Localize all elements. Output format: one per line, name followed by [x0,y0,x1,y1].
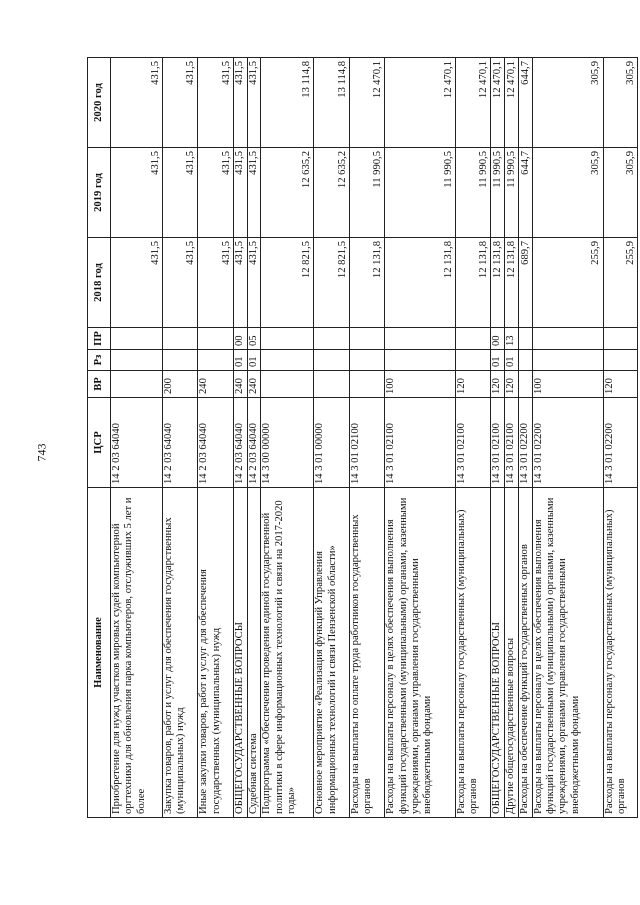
row-2020: 431,5 [163,58,198,148]
row-2020: 12 470,1 [505,58,519,148]
row-2019: 431,5 [233,148,247,238]
row-pr: 00 [491,328,505,350]
row-name: Расходы на обеспечение функций государственных органов [518,488,532,818]
row-2018: 12 131,8 [491,238,505,328]
row-vr [349,371,384,398]
row-csr: 14 3 01 02100 [491,398,505,488]
row-2019: 431,5 [198,148,233,238]
row-2018: 12 131,8 [349,238,384,328]
row-vr: 240 [247,371,261,398]
table-row [532,58,603,818]
row-rz: 01 [491,350,505,371]
row-rz: 01 [233,350,247,371]
row-2019: 305,9 [532,148,603,238]
row-csr: 14 3 00 00000 [261,398,314,488]
row-2020: 431,5 [233,58,247,148]
row-vr [314,371,349,398]
row-rz [198,350,233,371]
row-name: Расходы на выплаты персоналу государственных (муниципальных) органов [603,488,637,818]
row-csr: 14 2 03 64040 [233,398,247,488]
table-row [163,58,198,818]
row-2020: 13 114,8 [314,58,349,148]
row-name: Закупка товаров, работ и услуг для обеспечения государственных (муниципальных) нужд [163,488,198,818]
row-rz [518,350,532,371]
row-2019: 431,5 [247,148,261,238]
header-2019: 2019 год [88,148,111,238]
row-pr: 13 [505,328,519,350]
row-pr [603,328,637,350]
row-2020: 305,9 [532,58,603,148]
row-name: Основное мероприятие «Реализация функций Управления информационных технологий и связи Пензенской области» [314,488,349,818]
row-csr: 14 3 01 02200 [603,398,637,488]
budget-table [87,57,638,818]
row-name: Судебная система [247,488,261,818]
table-row [518,58,532,818]
row-rz: 01 [505,350,519,371]
row-rz [349,350,384,371]
row-2018: 12 821,5 [314,238,349,328]
row-2019: 12 635,2 [314,148,349,238]
row-csr: 14 3 01 02200 [532,398,603,488]
row-vr [111,371,163,398]
row-csr: 14 3 01 02100 [455,398,490,488]
row-rz [455,350,490,371]
row-2020: 12 470,1 [349,58,384,148]
row-rz [111,350,163,371]
row-pr [532,328,603,350]
row-vr: 120 [505,371,519,398]
row-2019: 11 990,5 [349,148,384,238]
row-2018: 12 131,8 [505,238,519,328]
budget-table-wrapper [87,58,638,818]
row-2018: 431,5 [163,238,198,328]
row-2020: 12 470,1 [491,58,505,148]
row-2018: 12 131,8 [455,238,490,328]
row-rz [314,350,349,371]
row-2018: 12 821,5 [261,238,314,328]
row-2020: 431,5 [198,58,233,148]
row-rz [532,350,603,371]
table-row [603,58,637,818]
row-vr: 120 [603,371,637,398]
row-2019: 12 635,2 [261,148,314,238]
header-rz: Рз [88,350,111,371]
row-pr [455,328,490,350]
row-csr: 14 3 01 00000 [314,398,349,488]
table-row [491,58,505,818]
row-vr: 100 [385,371,456,398]
row-pr [314,328,349,350]
row-vr [261,371,314,398]
row-csr: 14 2 03 64040 [198,398,233,488]
row-pr [385,328,456,350]
row-2020: 12 470,1 [385,58,456,148]
table-row [505,58,519,818]
header-vr: ВР [88,371,111,398]
row-vr: 100 [532,371,603,398]
row-name: Расходы на выплаты персоналу в целях обеспечения выполнения функций государственными (муниципальными) органами, казенными учреждениями, органами управления государственными внебюджетными фондами [385,488,456,818]
row-2020: 431,5 [247,58,261,148]
table-header-row [88,58,111,818]
row-2019: 644,7 [518,148,532,238]
row-pr: 05 [247,328,261,350]
row-csr: 14 3 01 02100 [385,398,456,488]
row-name: ОБЩЕГОСУДАРСТВЕННЫЕ ВОПРОСЫ [491,488,505,818]
row-2019: 11 990,5 [385,148,456,238]
row-name: Расходы на выплаты по оплате труда работников государственных органов [349,488,384,818]
row-name: Расходы на выплаты персоналу в целях обеспечения выполнения функций государственными (муниципальными) органами, казенными учреждениями, органами управления государственными внебюджетными фондами [532,488,603,818]
row-2018: 431,5 [111,238,163,328]
row-csr: 14 3 01 02200 [518,398,532,488]
row-vr: 240 [233,371,247,398]
row-csr: 14 2 03 64040 [111,398,163,488]
page-number: 743 [34,443,49,462]
row-csr: 14 3 01 02100 [505,398,519,488]
row-vr: 120 [491,371,505,398]
row-2018: 12 131,8 [385,238,456,328]
row-2020: 12 470,1 [455,58,490,148]
header-csr: ЦСР [88,398,111,488]
row-2020: 644,7 [518,58,532,148]
table-row [349,58,384,818]
row-2019: 11 990,5 [491,148,505,238]
table-row [233,58,247,818]
row-csr: 14 3 01 02100 [349,398,384,488]
row-rz [385,350,456,371]
row-rz: 01 [247,350,261,371]
row-2018: 431,5 [247,238,261,328]
row-csr: 14 2 03 64040 [163,398,198,488]
row-vr: 120 [455,371,490,398]
row-2019: 431,5 [111,148,163,238]
row-2018: 689,7 [518,238,532,328]
row-rz [603,350,637,371]
table-row [455,58,490,818]
table-row [314,58,349,818]
row-2018: 255,9 [603,238,637,328]
row-vr [518,371,532,398]
row-pr [261,328,314,350]
row-name: ОБЩЕГОСУДАРСТВЕННЫЕ ВОПРОСЫ [233,488,247,818]
table-body [111,58,638,818]
header-name: Наименование [88,488,111,818]
table-row [385,58,456,818]
row-pr [111,328,163,350]
row-pr [163,328,198,350]
row-name: Подпрограмма «Обеспечение проведения единой государственной политики в сфере информационных технологий и связи на 2017-2020 годы» [261,488,314,818]
row-2019: 11 990,5 [455,148,490,238]
row-name: Другие общегосударственные вопросы [505,488,519,818]
row-2018: 431,5 [233,238,247,328]
table-row [261,58,314,818]
row-2019: 11 990,5 [505,148,519,238]
row-2018: 255,9 [532,238,603,328]
row-rz [261,350,314,371]
table-row [198,58,233,818]
row-name: Приобретение для нужд участков мировых судей компьютерной оргтехники для обновления парка компьютеров, отслуживших 5 лет и более [111,488,163,818]
row-pr [518,328,532,350]
header-2020: 2020 год [88,58,111,148]
row-csr: 14 2 03 64040 [247,398,261,488]
row-2020: 431,5 [111,58,163,148]
row-vr: 200 [163,371,198,398]
row-pr [198,328,233,350]
row-2019: 431,5 [163,148,198,238]
table-row [247,58,261,818]
row-2019: 305,9 [603,148,637,238]
row-2020: 305,9 [603,58,637,148]
row-pr: 00 [233,328,247,350]
header-pr: ПР [88,328,111,350]
row-pr [349,328,384,350]
header-2018: 2018 год [88,238,111,328]
row-name: Иные закупки товаров, работ и услуг для обеспечения государственных (муниципальных) нужд [198,488,233,818]
row-name: Расходы на выплаты персоналу государственных (муниципальных) органов [455,488,490,818]
row-2018: 431,5 [198,238,233,328]
row-rz [163,350,198,371]
row-vr: 240 [198,371,233,398]
table-row [111,58,163,818]
row-2020: 13 114,8 [261,58,314,148]
